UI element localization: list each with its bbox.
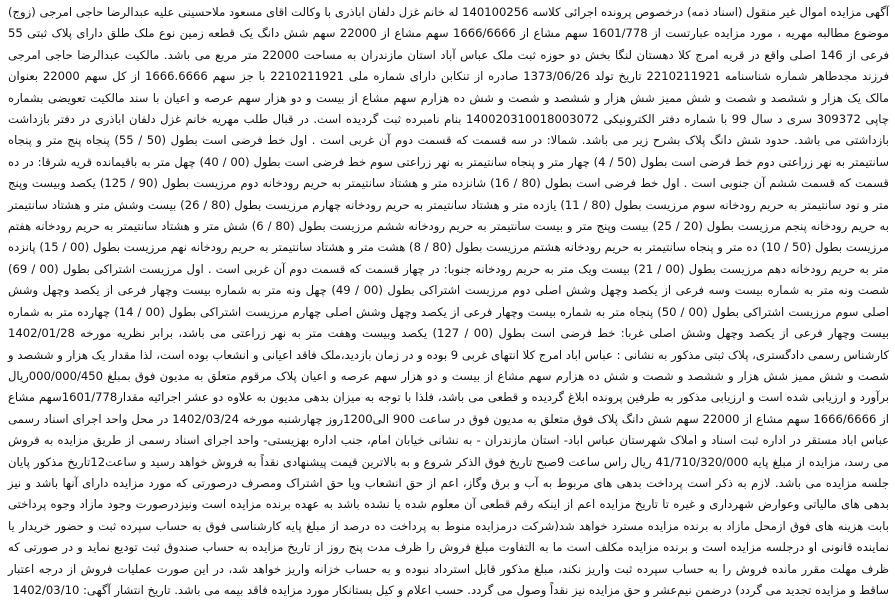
auction-notice-text: آگهی مزایده اموال غیر منقول (اسناد ذمه) درخصوص پرونده اجرائی کلاسه 140100256 له خانم غزل دلفان اباذری با وکالت اقای مسعود ملاحسینی علیه عبدالرضا حاجی امرجی (زوج) موضوع مطالبه مهریه ، مورد مزایده عبارتست از 1601/778 سهم مشاع از 1666/6666 سهم مشاع از 22000 سهم شش دانگ یک قطعه زمین نوع ملک طلق دارای پلاک ثبتی 55 فرعی از 146 اصلی واقع در قریه امرج کلا دهستان لنگا بخش دو حوزه ثبت ملک عباس آباد استان مازندران به مساحت 22000 متر مربع می باشد. مالکیت عبدالرضا حاجی امرجی فرزند مجدطاهر شماره شناسنامه 2210211921 تاریخ تولد 1373/06/26 صادره از تنکابن دارای شماره ملی 2210211921 با جز سهم 1666.6666 از کل سهم 22000 بعنوان مالک یک هزار و ششصد و شصت و شش ممیز شش هزار و ششصد و شصت و شش ده هزارم سهم مشاع از بیست و دو هزار سهم عرصه و اعیان با سند مالکیت تعویضی بشماره چاپی 309372 سری د سال 99 با شماره دفتر الکترونیکی 140020310018003072 بنام نامبرده ثبت گردیده است. در قبال طلب مهریه خانم غزل دلفان اباذری در دفتر بازداشت بازداشتی می باشد. حدود شش دانگ پلاک بشرح زیر می باشد. شمالا: در سه قسمت که قسمت دوم آن غربی است . اول خط فرضی است بطول (50 / 55) پنجاه پنج متر و پنجاه سانتیمتر به نهر زراعتی دوم خط فرضی است بطول (50 / 4) چهار متر و پنجاه سانتیمتر به نهر زراعتی سوم خط فرضی است بطول (00 / 40) چهل متر به باقیمانده قریه شرقا: در ده قسمت که قسمت ششم آن جنوبی است . اول خط فرضی است بطول (80 / 16) شانزده متر و هشتاد سانتیمتر به حریم رودخانه دوم مرزیست بطول (90 / 125) یکصد وبیست وپنج متر و نود سانتیمتر به حریم رودخانه سوم مرزیست بطول (80 / 11) یازده متر و هشتاد سانتیمتر به حریم رودخانه چهارم مرزیست بطول (80 / 26) بیست وشش متر و هشتاد سانتیمتر به حریم رودخانه پنجم مرزیست بطول (20 / 25) بیست وپنج متر و بیست سانتیمتر به حریم رودخانه ششم مرزیست بطول (80 / 6) شش متر و هشتاد سانتیمتر به حریم رودخانه هفتم مرزیست بطول (50 / 10) ده متر و پنجاه سانتیمتر به حریم رودخانه هشتم مرزیست بطول (80 / 8) هشت متر و هشتاد سانتیمتر به حریم رودخانه نهم مرزیست بطول (00 / 15) پانزده متر به حریم رودخانه دهم مرزیست بطول (00 / 21) بیست ویک متر به حریم رودخانه جنوبا: در چهار قسمت که قسمت دوم آن غربی است . اول مرزیست اشتراکی بطول (00 / 69) شصت ونه متر به شماره بیست وسه فرعی از یکصد وچهل وشش اصلی دوم مرزیست اشتراکی بطول (00 / 49) چهل ونه متر به شماره بیست وچهار فرعی از یکصد وچهل وشش اصلی سوم مرزیست اشتراکی بطول (00 / 50) پنجاه متر به شماره بیست وچهار فرعی از یکصد وچهل وشش اصلی چهارم مرزیست اشتراکی بطول (00 / 14) چهارده متر به شماره بیست وچهار فرعی از یکصد وچهل وشش اصلی غربا: خط فرضی است بطول (00 / 127) یکصد وبیست وهفت متر به نهر زراعتی می باشد، برابر نظریه مورخه 1402/01/28 کارشناس رسمی دادگستری، پلاک ثبتی مذکور به نشانی : عباس اباد امرج کلا انتهای غربی 9 بوده و در زمان بازدید،ملک فاقد اعیانی و انشعاب بوده است، لذا مقدار یک هزار و ششصد و شصت و شش ممیز شش هزار و ششصد و شصت و شش ده هزارم سهم مشاع از بیست و دو هزار سهم عرصه و اعیان پلاک مرقوم متعلق به مدیون فوق بمبلغ 000/000/450ریال برآورد و ارزیابی شده است و ارزیابی مذکور به طرفین پرونده ابلاغ گردیده و قطعی می باشد، فلذا با توجه به میزان بدهی مدیون به علاوه دو عشر اجرائیه مقدار1601/778سهم مشاع از 1666/6666 سهم مشاع از 22000 سهم شش دانگ پلاک فوق متعلق به مدیون فوق در ساعت 900 الی1200روز چهارشنبه مورخه 1402/03/24 در محل واحد اجرای اسناد رسمی عباس اباد مستقر در اداره ثبت اسناد و املاک شهرستان عباس اباد- استان مازندران - به نشانی خیابان امام، جنب اداره بهزیستی- واحد اجرای اسناد رسمی از طریق مزایده به فروش می رسد، مزایده از مبلغ پایه 41/710/320/000 ریال راس ساعت 9صبح تاریخ فوق الذکر شروع و به بالاترین قیمت پیشنهادی نقداً به فروش خواهد رسید و ساعت12تاریخ مذکور پایان جلسه مزایده می باشد. لازم به ذکر است پرداخت بدهی های مربوط به آب و برق وگاز، اعم از حق انشعاب ویا حق اشتراک ومصرف درصورتی که مورد مزایده دارای آنها باشد و نیز بدهی های مالیاتی وعوارض شهرداری و غیره تا تاریخ مزایده اعم از اینکه رقم قطعی آن معلوم شده یا نشده باشد به عهده برنده مزایده است ونیزدرصورت وجود مازاد وجوه پرداختی بابت هزینه های فوق ازمحل مازاد به برنده مزایده مسترد خواهد شد(شرکت درمزایده منوط به پرداخت ده درصد از مبلغ پایه کارشناسی فوق به حساب سپرده ثبت و حضور خریدار یا نماینده قانونی او درجلسه مزایده است و برنده مزایده مکلف است ما به التفاوت مبلغ فروش را ظرف مدت پنج روز از تاریخ مزایده به حساب صندوق ثبت تودیع نماید و در صورتی که ظرف مهلت مقرر مانده فروش را به حساب سپرده ثبت واریز نکند، مبلغ مذکور قابل استرداد نبوده و به حساب خزانه واریز خواهد شد، در این صورت عملیات فروش از درجه اعتبار ساقط و مزایده تجدید می گردد) درضمن نیم‌عشر و حق مزایده نیز نقداً وصول می گردد. حسب اعلام و کیل بستانکار مورد مزایده فاقد بیمه می باشد. تاریخ انتشار آگهی: 1402/03/10 (8, 5, 890, 597)
